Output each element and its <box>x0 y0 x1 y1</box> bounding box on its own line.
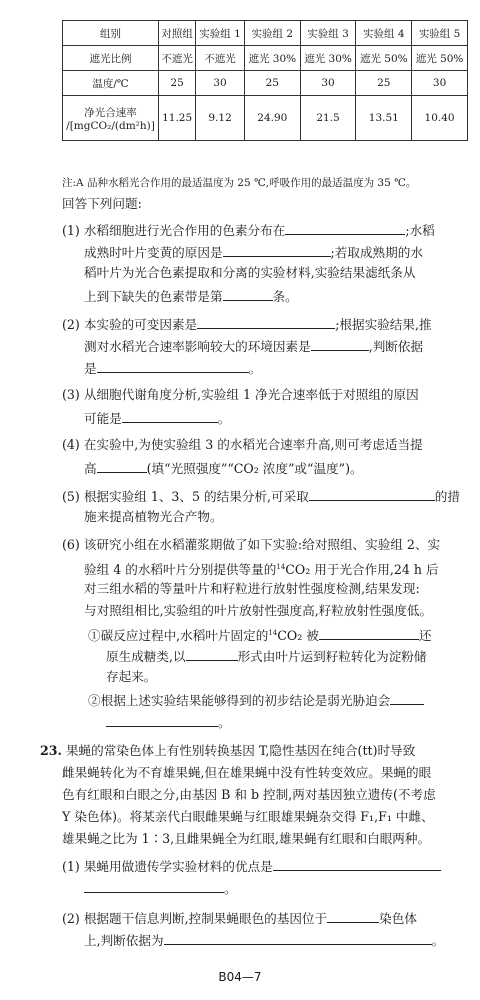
answer-blank[interactable] <box>122 410 218 423</box>
table-cell: 不遮光 <box>159 46 196 71</box>
q2-text: ,判断依据 <box>368 339 424 354</box>
q23-line: 雌果蝇转化为不育雄果蝇,但在雄果蝇中没有性转变效应。果蝇的眼 <box>62 765 432 780</box>
q2-text: 是 <box>84 361 97 376</box>
q5-text: (5) 根据实验组 1、3、5 的结果分析,可采取 <box>62 489 309 504</box>
table-cell: 30 <box>412 71 468 96</box>
table-header-cell: 实验组 4 <box>356 21 412 46</box>
q6-text: 。 <box>218 715 231 730</box>
q6-line <box>84 560 439 577</box>
row-label-line: 净光合速率 <box>84 106 137 119</box>
row-label: 温度/℃ <box>63 71 159 96</box>
q6-sub-line <box>88 626 431 643</box>
answer-blank[interactable] <box>273 858 441 871</box>
answer-blank[interactable] <box>197 316 335 329</box>
q6-sub-line <box>88 692 424 708</box>
table-cell: 25 <box>244 71 300 96</box>
answer-blank[interactable] <box>84 880 224 893</box>
table-cell: 21.5 <box>300 96 356 141</box>
q23-part-line <box>84 932 444 948</box>
table-header-cell: 实验组 3 <box>300 21 356 46</box>
q23-text: (1) 果蝇用做遗传学实验材料的优点是 <box>62 859 273 874</box>
table-cell: 不遮光 <box>196 46 245 71</box>
table-cell: 遮光 50% <box>412 46 468 71</box>
q6-sub-line <box>106 714 231 730</box>
answer-blank[interactable] <box>285 222 405 235</box>
table-cell: 10.40 <box>412 96 468 141</box>
q4-text: (填“光照强度”“CO₂ 浓度”或“温度”)。 <box>146 461 363 476</box>
isotope-superscript: 14 <box>276 563 286 571</box>
q2-text: 测对水稻光合速率影响较大的环境因素是 <box>84 339 311 354</box>
q2-text: 。 <box>248 361 262 376</box>
answer-intro: 回答下列问题: <box>62 196 142 211</box>
table-row <box>63 71 468 96</box>
q6-text: 还 <box>418 628 432 644</box>
table-header-cell: 对照组 <box>159 21 196 46</box>
row-label <box>63 96 159 141</box>
answer-blank[interactable] <box>186 648 238 661</box>
q6-text: 原生成糖类,以 <box>106 649 186 664</box>
q6-text: CO₂ 被 <box>277 628 319 644</box>
q23-line <box>40 744 415 758</box>
table-cell: 25 <box>159 71 196 96</box>
q4-text: 高 <box>84 461 97 476</box>
note-text: 注:A 品种水稻光合作用的最适温度为 25 ℃,呼吸作用的最适温度为 35 ℃。 <box>62 177 417 189</box>
table-header-cell: 实验组 2 <box>244 21 300 46</box>
q1-text: 成熟时叶片变黄的原因是 <box>84 245 223 260</box>
answer-blank[interactable] <box>97 360 249 373</box>
q6-sub-line: 存起来。 <box>106 669 157 684</box>
table-row <box>63 96 468 141</box>
q23-text: 。 <box>431 933 445 948</box>
table-cell: 30 <box>196 71 245 96</box>
table-row <box>63 46 468 71</box>
q2-line <box>84 360 261 376</box>
q2-text: (2) 本实验的可变因素是 <box>62 317 198 332</box>
q5-text: 的措 <box>434 489 460 504</box>
q1-line <box>84 244 423 260</box>
q1-text: ;若取成熟期的水 <box>330 245 423 260</box>
q3-line <box>84 410 230 426</box>
table-cell: 遮光 30% <box>300 46 356 71</box>
answer-blank[interactable] <box>390 692 424 705</box>
answer-blank[interactable] <box>309 488 435 501</box>
q1-line <box>62 222 435 238</box>
answer-blank[interactable] <box>97 460 147 473</box>
q1-text: (1) 水稻细胞进行光合作用的色素分布在 <box>62 223 286 238</box>
table-cell: 30 <box>300 71 356 96</box>
q23-part-line <box>62 858 441 874</box>
q6-text: 验组 4 的水稻叶片分别提供等量的 <box>84 562 277 578</box>
q5-line: 施来提高植物光合产物。 <box>84 509 223 524</box>
q6-line: 与对照组相比,实验组的叶片放射性强度高,籽粒放射性强度低。 <box>84 603 433 618</box>
q23-line: 雄果蝇之比为 1∶3,且雌果蝇全为红眼,雄果蝇有红眼和白眼两种。 <box>62 831 431 846</box>
experiment-table <box>62 20 468 141</box>
q6-line: 对三组水稻的等量叶片和籽粒进行放射性强度检测,结果发现: <box>84 581 420 596</box>
table-cell: 11.25 <box>159 96 196 141</box>
q1-text: ;水稻 <box>405 223 435 238</box>
q23-part-line <box>84 880 237 896</box>
answer-blank[interactable] <box>319 627 419 640</box>
page-number: B04—7 <box>218 970 262 984</box>
table-cell: 遮光 50% <box>356 46 412 71</box>
q6-text: 形式由叶片运到籽粒转化为淀粉储 <box>237 649 427 664</box>
row-label-line: /[mgCO₂/(dm²h)] <box>66 119 155 132</box>
q23-line: 色有红眼和白眼之分,由基因 B 和 b 控制,两对基因独立遗传(不考虑 <box>62 787 436 802</box>
q3-text: 可能是 <box>84 411 122 426</box>
q3-text: 。 <box>217 411 231 426</box>
table-header-cell: 实验组 1 <box>196 21 245 46</box>
q4-line: (4) 在实验中,为使实验组 3 的水稻光合速率升高,则可考虑适当提 <box>62 437 423 452</box>
row-label: 遮光比例 <box>63 46 159 71</box>
table-cell: 24.90 <box>244 96 300 141</box>
q23-text: 。 <box>224 881 237 896</box>
q1-text: 条。 <box>272 289 298 304</box>
q23-text: 果蝇的常染色体上有性别转换基因 T,隐性基因在纯合(tt)时导致 <box>65 743 416 758</box>
table-cell: 9.12 <box>196 96 245 141</box>
table-cell: 25 <box>356 71 412 96</box>
q2-line <box>62 316 432 332</box>
q2-line <box>84 338 423 354</box>
q23-text: 上,判断依据为 <box>84 933 164 948</box>
q4-line <box>84 460 363 476</box>
q6-text: ①碳反应过程中,水稻叶片固定的 <box>88 628 269 644</box>
q1-line <box>84 288 298 304</box>
q6-text: ②根据上述实验结果能够得到的初步结论是弱光胁迫会 <box>88 693 391 708</box>
q2-text: ;根据实验结果,推 <box>335 317 432 332</box>
table-header-cell: 组别 <box>63 21 159 46</box>
q3-line: (3) 从细胞代谢角度分析,实验组 1 净光合速率低于对照组的原因 <box>62 387 419 402</box>
answer-blank[interactable] <box>223 288 273 301</box>
table-header-cell: 实验组 5 <box>412 21 468 46</box>
answer-blank[interactable] <box>106 714 218 727</box>
q6-text: CO₂ 用于光合作用,24 h 后 <box>285 562 439 578</box>
answer-blank[interactable] <box>164 932 432 945</box>
answer-blank[interactable] <box>311 338 369 351</box>
q6-sub-line <box>106 648 426 664</box>
q1-line: 稻叶片为光合色素提取和分离的实验材料,实验结果滤纸条从 <box>84 265 416 280</box>
answer-blank[interactable] <box>327 910 379 923</box>
q23-text: (2) 根据题干信息判断,控制果蝇眼色的基因位于 <box>62 911 328 926</box>
table-cell: 遮光 30% <box>244 46 300 71</box>
table-cell: 13.51 <box>356 96 412 141</box>
q23-line: Y 染色体)。将某亲代白眼雌果蝇与红眼雄果蝇杂交得 F₁,F₁ 中雌、 <box>62 809 434 824</box>
q5-line <box>62 488 460 504</box>
q1-text: 上到下缺失的色素带是第 <box>84 289 223 304</box>
table-header-row <box>63 21 468 46</box>
q6-line: (6) 该研究小组在水稻灌浆期做了如下实验:给对照组、实验组 2、实 <box>62 537 441 552</box>
question-number: 23. <box>40 743 62 758</box>
q23-part-line <box>62 910 417 926</box>
isotope-superscript: 14 <box>268 629 278 637</box>
answer-blank[interactable] <box>223 244 331 257</box>
q23-text: 染色体 <box>379 911 417 926</box>
